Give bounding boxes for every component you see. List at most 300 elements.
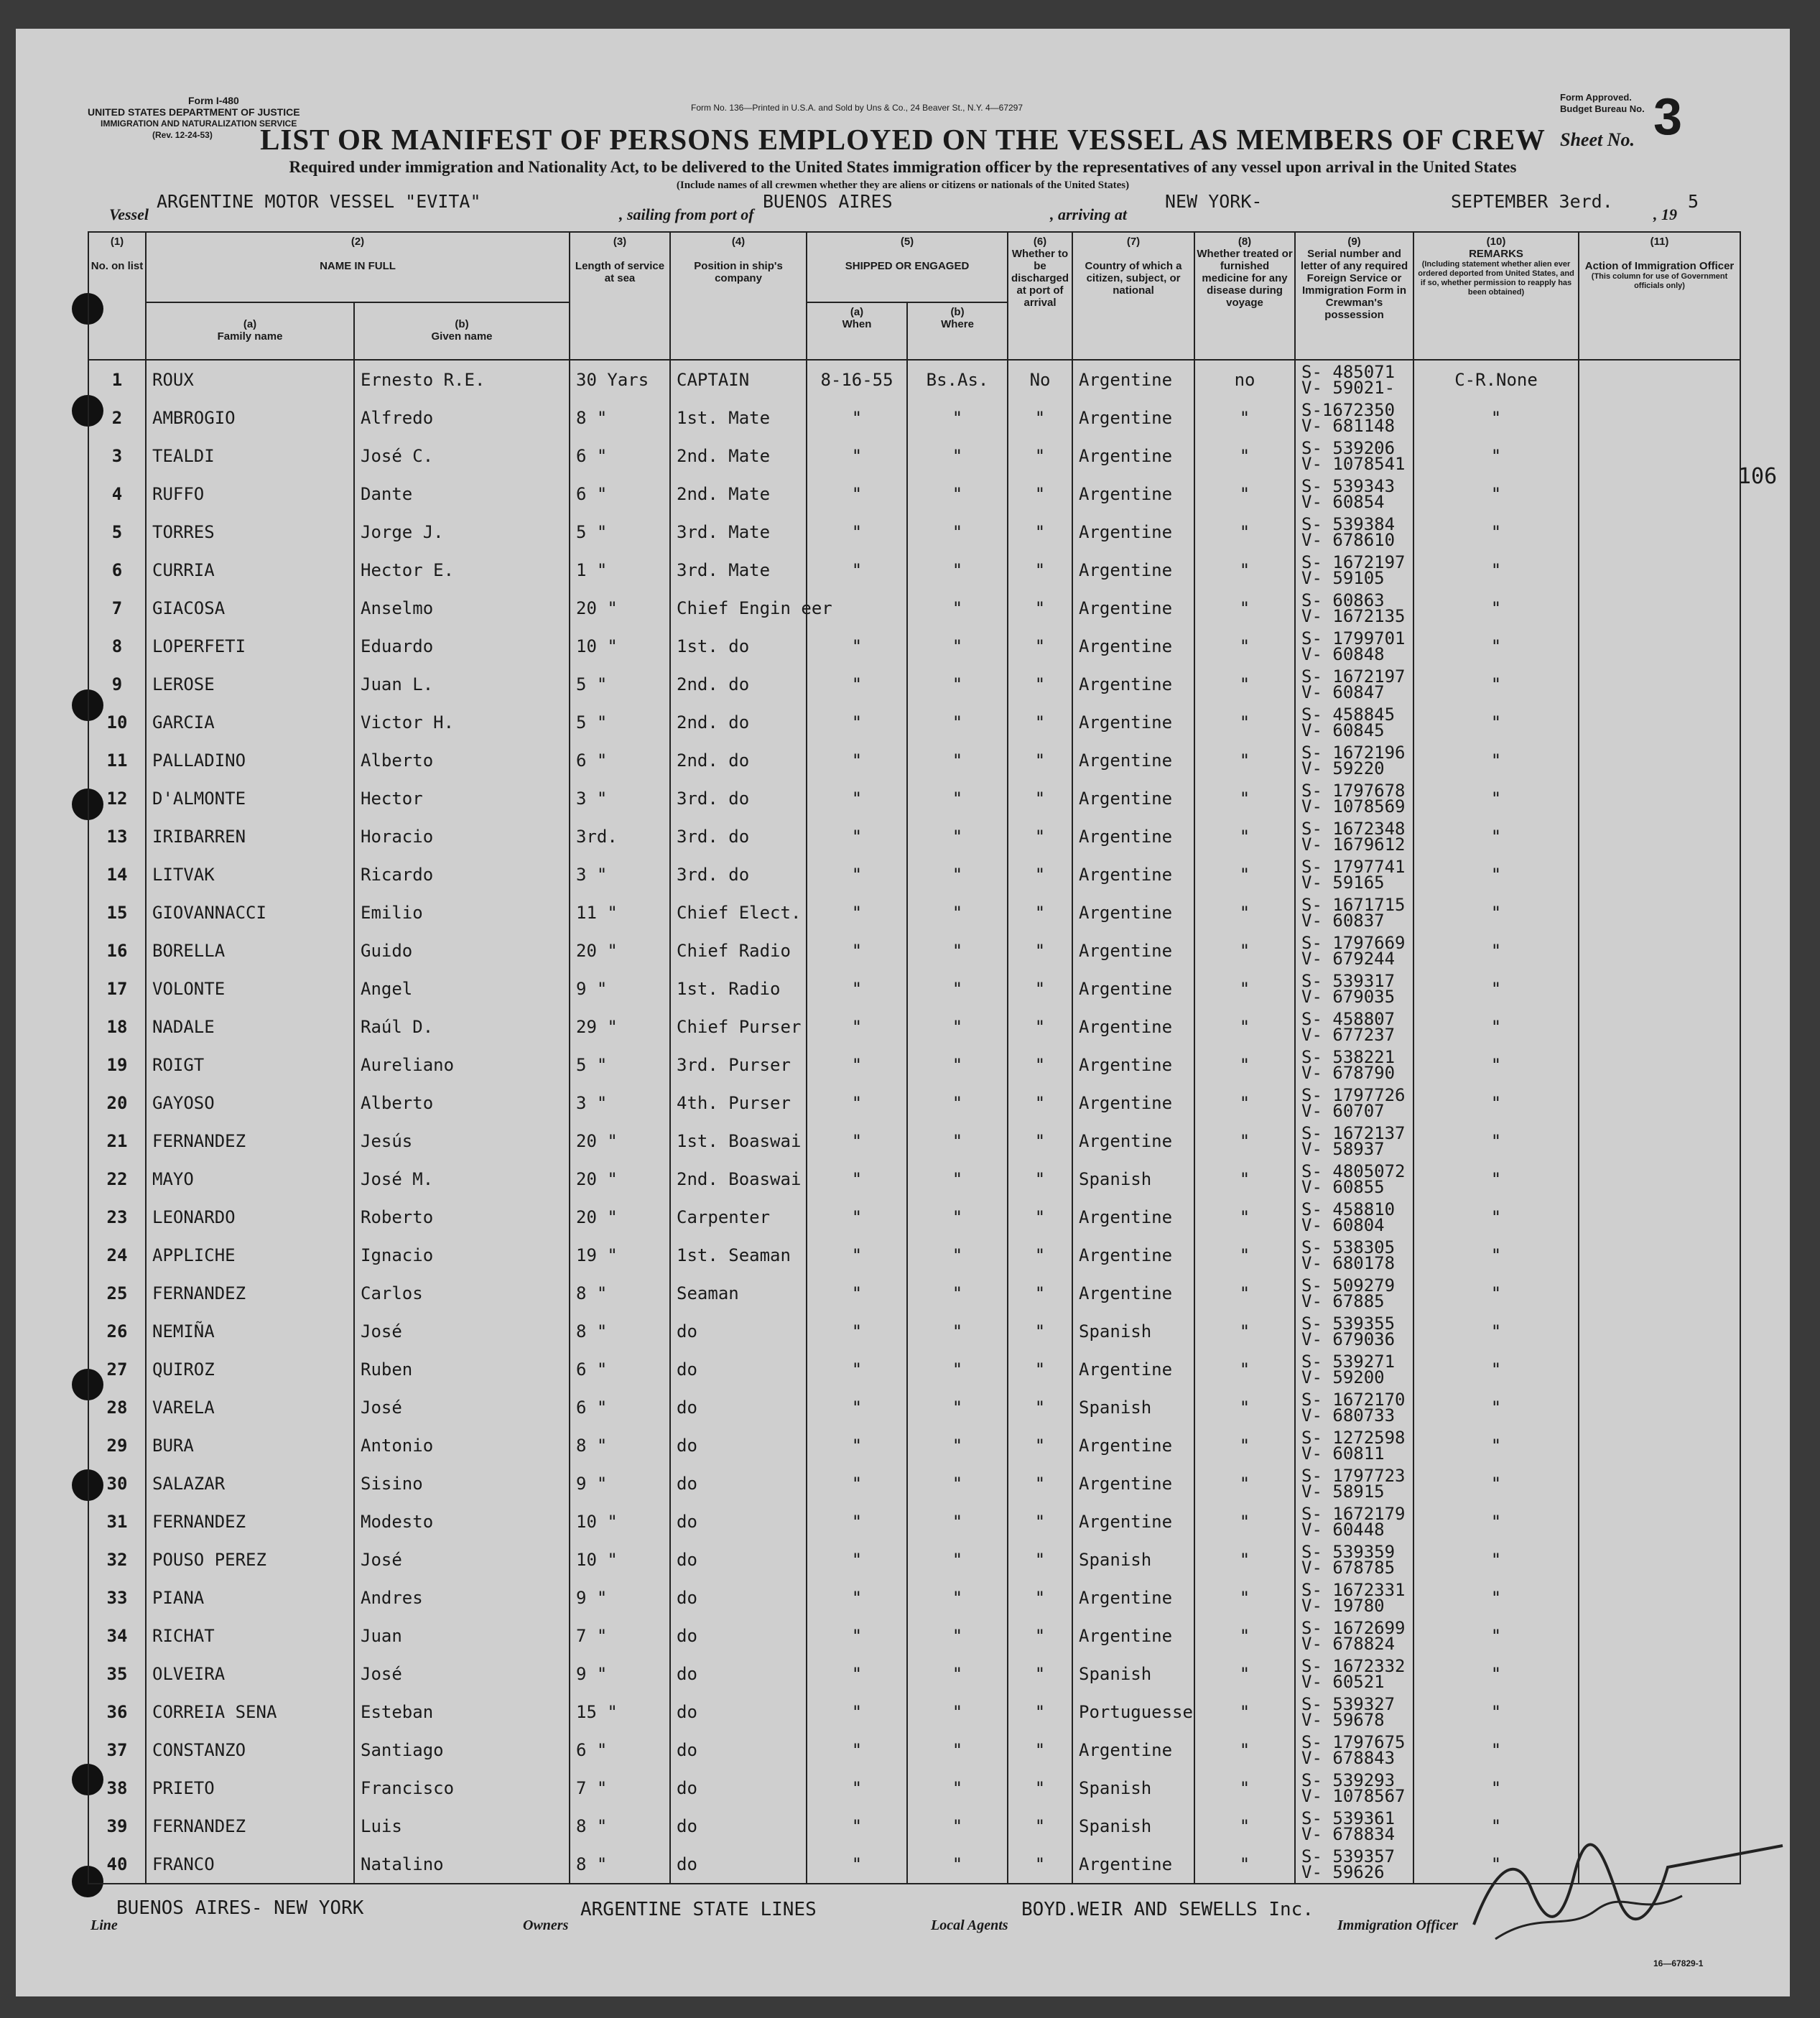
crew-row [88, 893, 1740, 931]
cell-action [1579, 1160, 1740, 1198]
cell-discharged: " [1008, 1274, 1072, 1312]
crew-row [88, 399, 1740, 437]
cell-no: 37 [88, 1731, 146, 1769]
owners-value: ARGENTINE STATE LINES [580, 1899, 817, 1920]
cell-medicine: " [1194, 551, 1295, 589]
cell-position: 2nd. do [670, 741, 807, 779]
cell-serial [1295, 360, 1413, 399]
cell-given: Juan [354, 1617, 570, 1655]
cell-remarks: " [1413, 931, 1579, 970]
cell-country: Argentine [1072, 513, 1194, 551]
cell-position: 4th. Purser [670, 1084, 807, 1122]
serial-s: S- 539361 [1301, 1808, 1396, 1828]
serial-s: S- 538221 [1301, 1046, 1396, 1067]
cell-discharged: " [1008, 1540, 1072, 1578]
cell-action [1579, 893, 1740, 931]
cell-position: do [670, 1426, 807, 1464]
cell-length: 3rd. [570, 817, 670, 855]
cell-when: " [807, 1769, 907, 1807]
cell-no: 22 [88, 1160, 146, 1198]
cell-where: " [907, 1312, 1008, 1350]
cell-remarks: " [1413, 779, 1579, 817]
cell-length: 9 " [570, 1655, 670, 1693]
cell-when: " [807, 855, 907, 893]
cell-serial [1295, 513, 1413, 551]
cell-position: 1st. Mate [670, 399, 807, 437]
crew-row [88, 970, 1740, 1008]
crew-row [88, 513, 1740, 551]
cell-where: " [907, 1426, 1008, 1464]
serial-v: V- 678610 [1301, 529, 1396, 550]
cell-given: Ernesto R.E. [354, 360, 570, 399]
cell-action [1579, 970, 1740, 1008]
cell-serial [1295, 1122, 1413, 1160]
col-family-name: (a) Family name [146, 302, 354, 360]
col-when: (a) When [807, 302, 907, 360]
cell-length: 20 " [570, 1160, 670, 1198]
cell-length: 8 " [570, 1807, 670, 1845]
serial-s: S- 539343 [1301, 475, 1396, 496]
serial-v: V- 59220 [1301, 758, 1385, 778]
cell-family: TEALDI [146, 437, 354, 475]
crew-row [88, 1464, 1740, 1502]
crew-row [88, 1693, 1740, 1731]
cell-where: " [907, 893, 1008, 931]
cell-where: " [907, 1350, 1008, 1388]
cell-medicine: " [1194, 741, 1295, 779]
cell-length: 7 " [570, 1769, 670, 1807]
cell-when: " [807, 779, 907, 817]
form-code: 16—67829-1 [1653, 1958, 1704, 1968]
cell-medicine: " [1194, 1464, 1295, 1502]
cell-where: " [907, 1502, 1008, 1540]
serial-v: V- 60847 [1301, 682, 1385, 702]
cell-when: " [807, 1046, 907, 1084]
cell-serial [1295, 1845, 1413, 1884]
crew-row [88, 1274, 1740, 1312]
serial-v: V- 58915 [1301, 1481, 1385, 1502]
cell-given: José C. [354, 437, 570, 475]
cell-length: 6 " [570, 1350, 670, 1388]
col-action: (11) Action of Immigration Officer (This column for use of Government officials only) [1579, 232, 1740, 360]
cell-no: 25 [88, 1274, 146, 1312]
cell-no: 4 [88, 475, 146, 513]
cell-discharged: " [1008, 589, 1072, 627]
cell-discharged: " [1008, 399, 1072, 437]
cell-given: Jesús [354, 1122, 570, 1160]
cell-discharged: " [1008, 1578, 1072, 1617]
cell-remarks: C-R.None [1413, 360, 1579, 399]
cell-no: 40 [88, 1845, 146, 1884]
cell-action [1579, 1502, 1740, 1540]
cell-no: 6 [88, 551, 146, 589]
crew-row [88, 1046, 1740, 1084]
crew-row [88, 1388, 1740, 1426]
cell-family: POUSO PEREZ [146, 1540, 354, 1578]
cell-position: Carpenter [670, 1198, 807, 1236]
cell-country: Argentine [1072, 1198, 1194, 1236]
cell-family: ROIGT [146, 1046, 354, 1084]
cell-position: do [670, 1312, 807, 1350]
cell-position: do [670, 1769, 807, 1807]
cell-position: 2nd. do [670, 703, 807, 741]
cell-length: 6 " [570, 1731, 670, 1769]
cell-length: 19 " [570, 1236, 670, 1274]
serial-v: V- 679035 [1301, 986, 1396, 1007]
cell-position: do [670, 1807, 807, 1845]
cell-when: " [807, 475, 907, 513]
cell-discharged: " [1008, 893, 1072, 931]
serial-s: S- 458810 [1301, 1199, 1396, 1219]
cell-when: " [807, 1236, 907, 1274]
cell-remarks: " [1413, 1502, 1579, 1540]
cell-serial [1295, 1160, 1413, 1198]
cell-position: do [670, 1655, 807, 1693]
cell-length: 30 Yars [570, 360, 670, 399]
cell-remarks: " [1413, 1312, 1579, 1350]
cell-remarks: " [1413, 1350, 1579, 1388]
cell-where: " [907, 931, 1008, 970]
cell-family: GIOVANNACCI [146, 893, 354, 931]
serial-s: S- 1797723 [1301, 1465, 1406, 1486]
cell-length: 20 " [570, 589, 670, 627]
serial-v: V- 19780 [1301, 1595, 1385, 1616]
cell-medicine: " [1194, 1312, 1295, 1350]
cell-medicine: " [1194, 1693, 1295, 1731]
cell-medicine: " [1194, 475, 1295, 513]
cell-family: CONSTANZO [146, 1731, 354, 1769]
arrival-year: 5 [1688, 191, 1699, 212]
cell-position: CAPTAIN [670, 360, 807, 399]
cell-position: Seaman [670, 1274, 807, 1312]
cell-where: " [907, 399, 1008, 437]
cell-country: Argentine [1072, 360, 1194, 399]
cell-no: 21 [88, 1122, 146, 1160]
cell-length: 20 " [570, 1122, 670, 1160]
cell-action [1579, 1731, 1740, 1769]
cell-remarks: " [1413, 703, 1579, 741]
serial-s: S- 1672170 [1301, 1389, 1406, 1410]
cell-no: 9 [88, 665, 146, 703]
cell-position: 2nd. do [670, 665, 807, 703]
cell-position: 3rd. do [670, 817, 807, 855]
serial-s: S- 1672197 [1301, 666, 1406, 687]
cell-remarks: " [1413, 1807, 1579, 1845]
cell-serial [1295, 1008, 1413, 1046]
serial-v: V- 678834 [1301, 1823, 1396, 1844]
serial-v: V- 59105 [1301, 567, 1385, 588]
cell-where: " [907, 1122, 1008, 1160]
cell-position: 1st. Seaman [670, 1236, 807, 1274]
cell-no: 1 [88, 360, 146, 399]
serial-s: S- 458807 [1301, 1008, 1396, 1029]
cell-remarks: " [1413, 1464, 1579, 1502]
cell-action [1579, 1769, 1740, 1807]
cell-remarks: " [1413, 970, 1579, 1008]
cell-no: 15 [88, 893, 146, 931]
cell-length: 8 " [570, 1312, 670, 1350]
crew-row [88, 589, 1740, 627]
cell-given: Santiago [354, 1731, 570, 1769]
cell-serial [1295, 817, 1413, 855]
cell-remarks: " [1413, 1008, 1579, 1046]
crew-row [88, 703, 1740, 741]
cell-when: " [807, 665, 907, 703]
cell-serial [1295, 741, 1413, 779]
serial-v: V- 679244 [1301, 948, 1396, 969]
serial-v: V- 1679612 [1301, 834, 1406, 855]
crew-row [88, 627, 1740, 665]
crew-row [88, 855, 1740, 893]
cell-medicine: " [1194, 1807, 1295, 1845]
cell-remarks: " [1413, 1617, 1579, 1655]
cell-when: " [807, 1617, 907, 1655]
serial-v: V- 60811 [1301, 1443, 1385, 1464]
cell-length: 11 " [570, 893, 670, 931]
cell-position: Chief Elect. [670, 893, 807, 931]
cell-country: Portuguesse [1072, 1693, 1194, 1731]
cell-remarks: " [1413, 1274, 1579, 1312]
serial-s: S- 1797669 [1301, 932, 1406, 953]
cell-medicine: " [1194, 437, 1295, 475]
cell-when: " [807, 1464, 907, 1502]
cell-length: 9 " [570, 970, 670, 1008]
cell-discharged: " [1008, 1464, 1072, 1502]
serial-v: V- 1078541 [1301, 453, 1406, 474]
cell-remarks: " [1413, 1122, 1579, 1160]
cell-family: FERNANDEZ [146, 1807, 354, 1845]
serial-s: S- 539293 [1301, 1770, 1396, 1790]
cell-medicine: " [1194, 1502, 1295, 1540]
cell-action [1579, 1084, 1740, 1122]
cell-discharged: " [1008, 1198, 1072, 1236]
cell-no: 8 [88, 627, 146, 665]
cell-medicine: " [1194, 1769, 1295, 1807]
cell-discharged: " [1008, 1655, 1072, 1693]
cell-family: FRANCO [146, 1845, 354, 1884]
cell-when: " [807, 1008, 907, 1046]
cell-action [1579, 360, 1740, 399]
cell-no: 39 [88, 1807, 146, 1845]
cell-given: Modesto [354, 1502, 570, 1540]
cell-length: 3 " [570, 779, 670, 817]
cell-given: Angel [354, 970, 570, 1008]
cell-no: 31 [88, 1502, 146, 1540]
cell-discharged: " [1008, 1845, 1072, 1884]
cell-family: QUIROZ [146, 1350, 354, 1388]
serial-s: S- 539384 [1301, 513, 1396, 534]
cell-no: 38 [88, 1769, 146, 1807]
cell-remarks: " [1413, 893, 1579, 931]
serial-s: S- 1672137 [1301, 1122, 1406, 1143]
cell-remarks: " [1413, 1046, 1579, 1084]
cell-no: 36 [88, 1693, 146, 1731]
cell-length: 6 " [570, 475, 670, 513]
cell-where: " [907, 551, 1008, 589]
cell-discharged: " [1008, 1008, 1072, 1046]
cell-medicine: " [1194, 1731, 1295, 1769]
cell-position: do [670, 1540, 807, 1578]
cell-country: Argentine [1072, 855, 1194, 893]
cell-serial [1295, 589, 1413, 627]
cell-action [1579, 1617, 1740, 1655]
cell-length: 5 " [570, 1046, 670, 1084]
cell-when: " [807, 551, 907, 589]
cell-no: 13 [88, 817, 146, 855]
crew-row [88, 1198, 1740, 1236]
cell-remarks: " [1413, 437, 1579, 475]
cell-position: do [670, 1388, 807, 1426]
col-medicine: (8) Whether treated or furnished medicine for any disease during voyage [1194, 232, 1295, 360]
cell-country: Argentine [1072, 1350, 1194, 1388]
cell-country: Argentine [1072, 1578, 1194, 1617]
cell-family: LOPERFETI [146, 627, 354, 665]
cell-given: Carlos [354, 1274, 570, 1312]
crew-row [88, 1350, 1740, 1388]
crew-row [88, 1617, 1740, 1655]
serial-v: V- 59678 [1301, 1709, 1385, 1730]
cell-action [1579, 1350, 1740, 1388]
serial-v: V- 680178 [1301, 1252, 1396, 1273]
cell-family: BURA [146, 1426, 354, 1464]
cell-serial [1295, 1540, 1413, 1578]
cell-when: " [807, 1160, 907, 1198]
cell-where: " [907, 1578, 1008, 1617]
cell-where: " [907, 1388, 1008, 1426]
cell-action [1579, 1046, 1740, 1084]
cell-given: Hector E. [354, 551, 570, 589]
cell-serial [1295, 551, 1413, 589]
cell-given: Antonio [354, 1426, 570, 1464]
cell-action [1579, 1312, 1740, 1350]
cell-action [1579, 703, 1740, 741]
cell-length: 5 " [570, 513, 670, 551]
side-note: 106 [1738, 464, 1778, 489]
cell-family: D'ALMONTE [146, 779, 354, 817]
cell-medicine: " [1194, 1274, 1295, 1312]
serial-v: V- 681148 [1301, 415, 1396, 436]
cell-country: Spanish [1072, 1769, 1194, 1807]
serial-v: V- 1078567 [1301, 1785, 1406, 1806]
serial-s: S- 1672197 [1301, 552, 1406, 572]
cell-country: Argentine [1072, 1845, 1194, 1884]
cell-serial [1295, 475, 1413, 513]
cell-remarks: " [1413, 1236, 1579, 1274]
cell-when: " [807, 1502, 907, 1540]
cell-medicine: " [1194, 627, 1295, 665]
cell-medicine: " [1194, 1122, 1295, 1160]
cell-where: " [907, 627, 1008, 665]
cell-country: Spanish [1072, 1655, 1194, 1693]
serial-s: S- 1671715 [1301, 894, 1406, 915]
serial-v: V- 58937 [1301, 1138, 1385, 1159]
cell-length: 20 " [570, 1198, 670, 1236]
cell-given: Horacio [354, 817, 570, 855]
cell-discharged: " [1008, 1807, 1072, 1845]
serial-v: V- 60854 [1301, 491, 1385, 512]
crew-row [88, 475, 1740, 513]
cell-serial [1295, 1617, 1413, 1655]
cell-given: Eduardo [354, 627, 570, 665]
budget-bureau-line: Budget Bureau No. [1560, 103, 1645, 114]
cell-discharged: " [1008, 741, 1072, 779]
serial-v: V- 677237 [1301, 1024, 1396, 1045]
cell-action [1579, 475, 1740, 513]
cell-given: Natalino [354, 1845, 570, 1884]
cell-action [1579, 1464, 1740, 1502]
cell-when: " [807, 931, 907, 970]
cell-no: 23 [88, 1198, 146, 1236]
cell-length: 10 " [570, 1502, 670, 1540]
cell-discharged: " [1008, 1731, 1072, 1769]
cell-family: APPLICHE [146, 1236, 354, 1274]
cell-discharged: " [1008, 475, 1072, 513]
cell-given: Guido [354, 931, 570, 970]
cell-serial [1295, 1198, 1413, 1236]
cell-serial [1295, 1655, 1413, 1693]
cell-length: 20 " [570, 931, 670, 970]
cell-medicine: " [1194, 1160, 1295, 1198]
cell-discharged: " [1008, 1769, 1072, 1807]
cell-action [1579, 931, 1740, 970]
cell-country: Argentine [1072, 1084, 1194, 1122]
cell-where: " [907, 1084, 1008, 1122]
cell-position: Chief Radio [670, 931, 807, 970]
cell-no: 10 [88, 703, 146, 741]
serial-s: S-1672350 [1301, 399, 1396, 420]
cell-when: " [807, 817, 907, 855]
serial-v: V- 60448 [1301, 1519, 1385, 1540]
cell-country: Spanish [1072, 1160, 1194, 1198]
cell-discharged: " [1008, 1388, 1072, 1426]
cell-given: Alberto [354, 741, 570, 779]
cell-given: Luis [354, 1807, 570, 1845]
cell-serial [1295, 665, 1413, 703]
cell-serial [1295, 970, 1413, 1008]
cell-country: Spanish [1072, 1807, 1194, 1845]
cell-length: 6 " [570, 437, 670, 475]
cell-position: do [670, 1502, 807, 1540]
cell-medicine: " [1194, 1426, 1295, 1464]
cell-where: " [907, 1008, 1008, 1046]
cell-given: José [354, 1655, 570, 1693]
printer-line: Form No. 136—Printed in U.S.A. and Sold by Uns & Co., 24 Beaver St., N.Y. 4—67297 [691, 103, 1023, 113]
cell-medicine: " [1194, 665, 1295, 703]
cell-discharged: " [1008, 1693, 1072, 1731]
cell-remarks: " [1413, 475, 1579, 513]
cell-when: " [807, 1731, 907, 1769]
cell-given: Juan L. [354, 665, 570, 703]
cell-action [1579, 1236, 1740, 1274]
cell-no: 16 [88, 931, 146, 970]
cell-family: BORELLA [146, 931, 354, 970]
cell-family: IRIBARREN [146, 817, 354, 855]
crew-row [88, 817, 1740, 855]
cell-given: Jorge J. [354, 513, 570, 551]
serial-v: V- 679036 [1301, 1329, 1396, 1349]
cell-country: Argentine [1072, 627, 1194, 665]
crew-row [88, 1084, 1740, 1122]
cell-serial [1295, 1578, 1413, 1617]
cell-family: ROUX [146, 360, 354, 399]
serial-s: S- 1672331 [1301, 1579, 1406, 1600]
cell-medicine: " [1194, 893, 1295, 931]
cell-medicine: " [1194, 970, 1295, 1008]
cell-remarks: " [1413, 1693, 1579, 1731]
cell-where: " [907, 1198, 1008, 1236]
manifest-note: (Include names of all crewmen whether they are aliens or citizens or nationals of the United States) [676, 180, 1130, 191]
cell-no: 11 [88, 741, 146, 779]
